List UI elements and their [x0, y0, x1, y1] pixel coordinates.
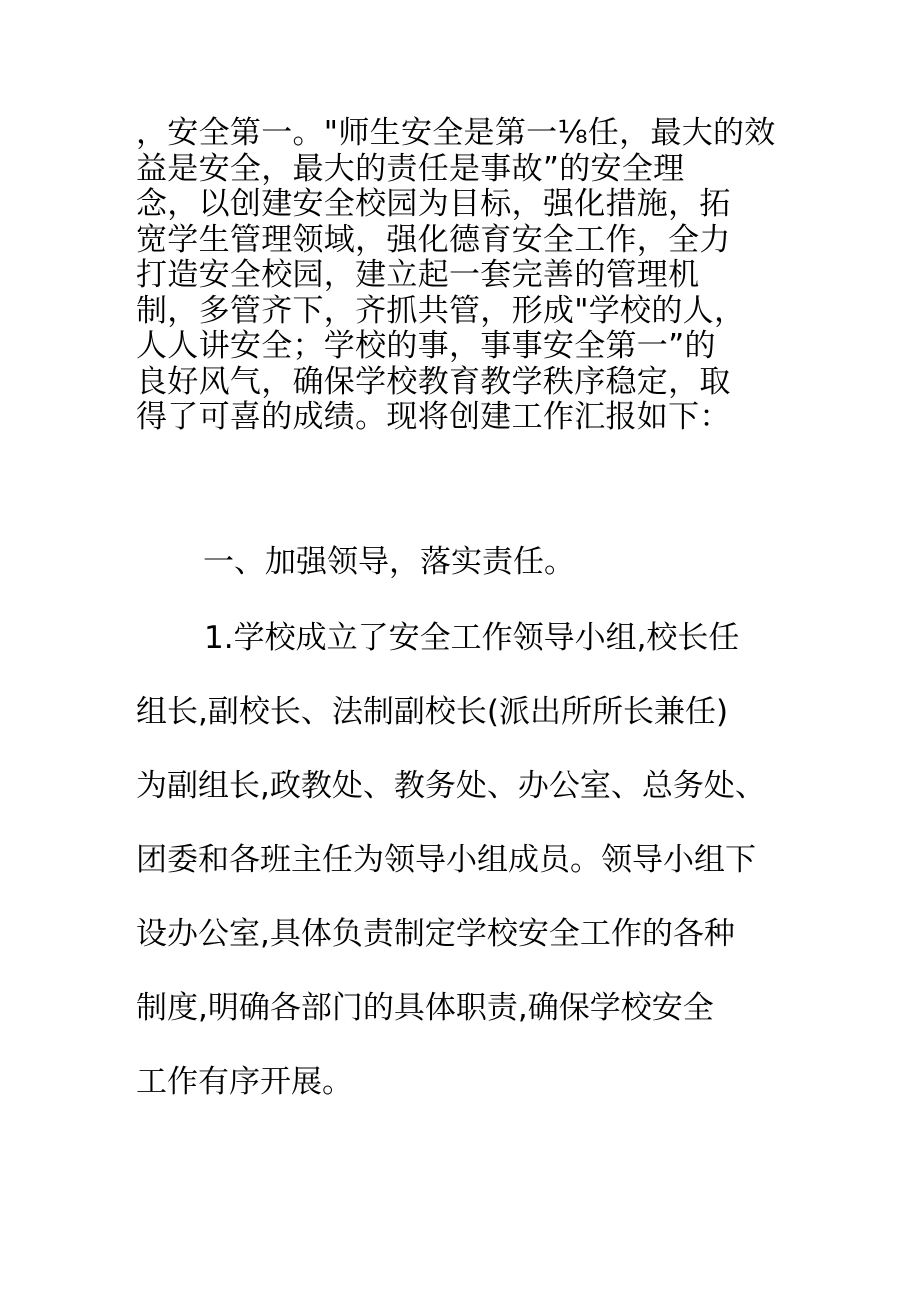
intro-line: 得了可喜的成绩。现将创建工作汇报如下： [136, 399, 731, 435]
intro-line: 制，多管齐下，齐抓共管，形成"学校的人， [136, 292, 746, 329]
intro-line: 宽学生管理领域，强化德育安全工作，全力 [136, 221, 731, 258]
intro-line: 益是安全，最大的责任是事故”的安全理 [136, 150, 685, 187]
intro-line: 打造安全校园，建立起一套完善的管理机 [136, 257, 700, 293]
item-line: 为副组长,政教处、教务处、办公室、总务处、 [136, 768, 766, 804]
intro-line: 人人讲安全；学校的事，事事安全第一”的 [136, 328, 716, 364]
item-line: 制度,明确各部门的具体职责,确保学校安全 [136, 990, 714, 1026]
intro-line: ，安全第一。"师生安全是第一⅛任，最大的效 [136, 115, 776, 151]
intro-paragraph [136, 116, 796, 436]
section-heading: 一、加强领导，落实责任。 [203, 544, 575, 580]
item-paragraph [136, 620, 816, 1138]
intro-line: 念，以创建安全校园为目标，强化措施，拓 [136, 186, 731, 222]
item-line: 组长,副校长、法制副校长(派出所所长兼任) [136, 694, 729, 730]
item-line: 工作有序开展。 [136, 1064, 353, 1100]
item-line: 设办公室,具体负责制定学校安全工作的各种 [136, 916, 735, 952]
item-line: 1.学校成立了安全工作领导小组,校长任 [204, 620, 740, 656]
intro-line: 良好风气，确保学校教育教学秩序稳定，取 [136, 363, 731, 400]
item-line: 团委和各班主任为领导小组成员。领导小组下 [136, 842, 756, 878]
